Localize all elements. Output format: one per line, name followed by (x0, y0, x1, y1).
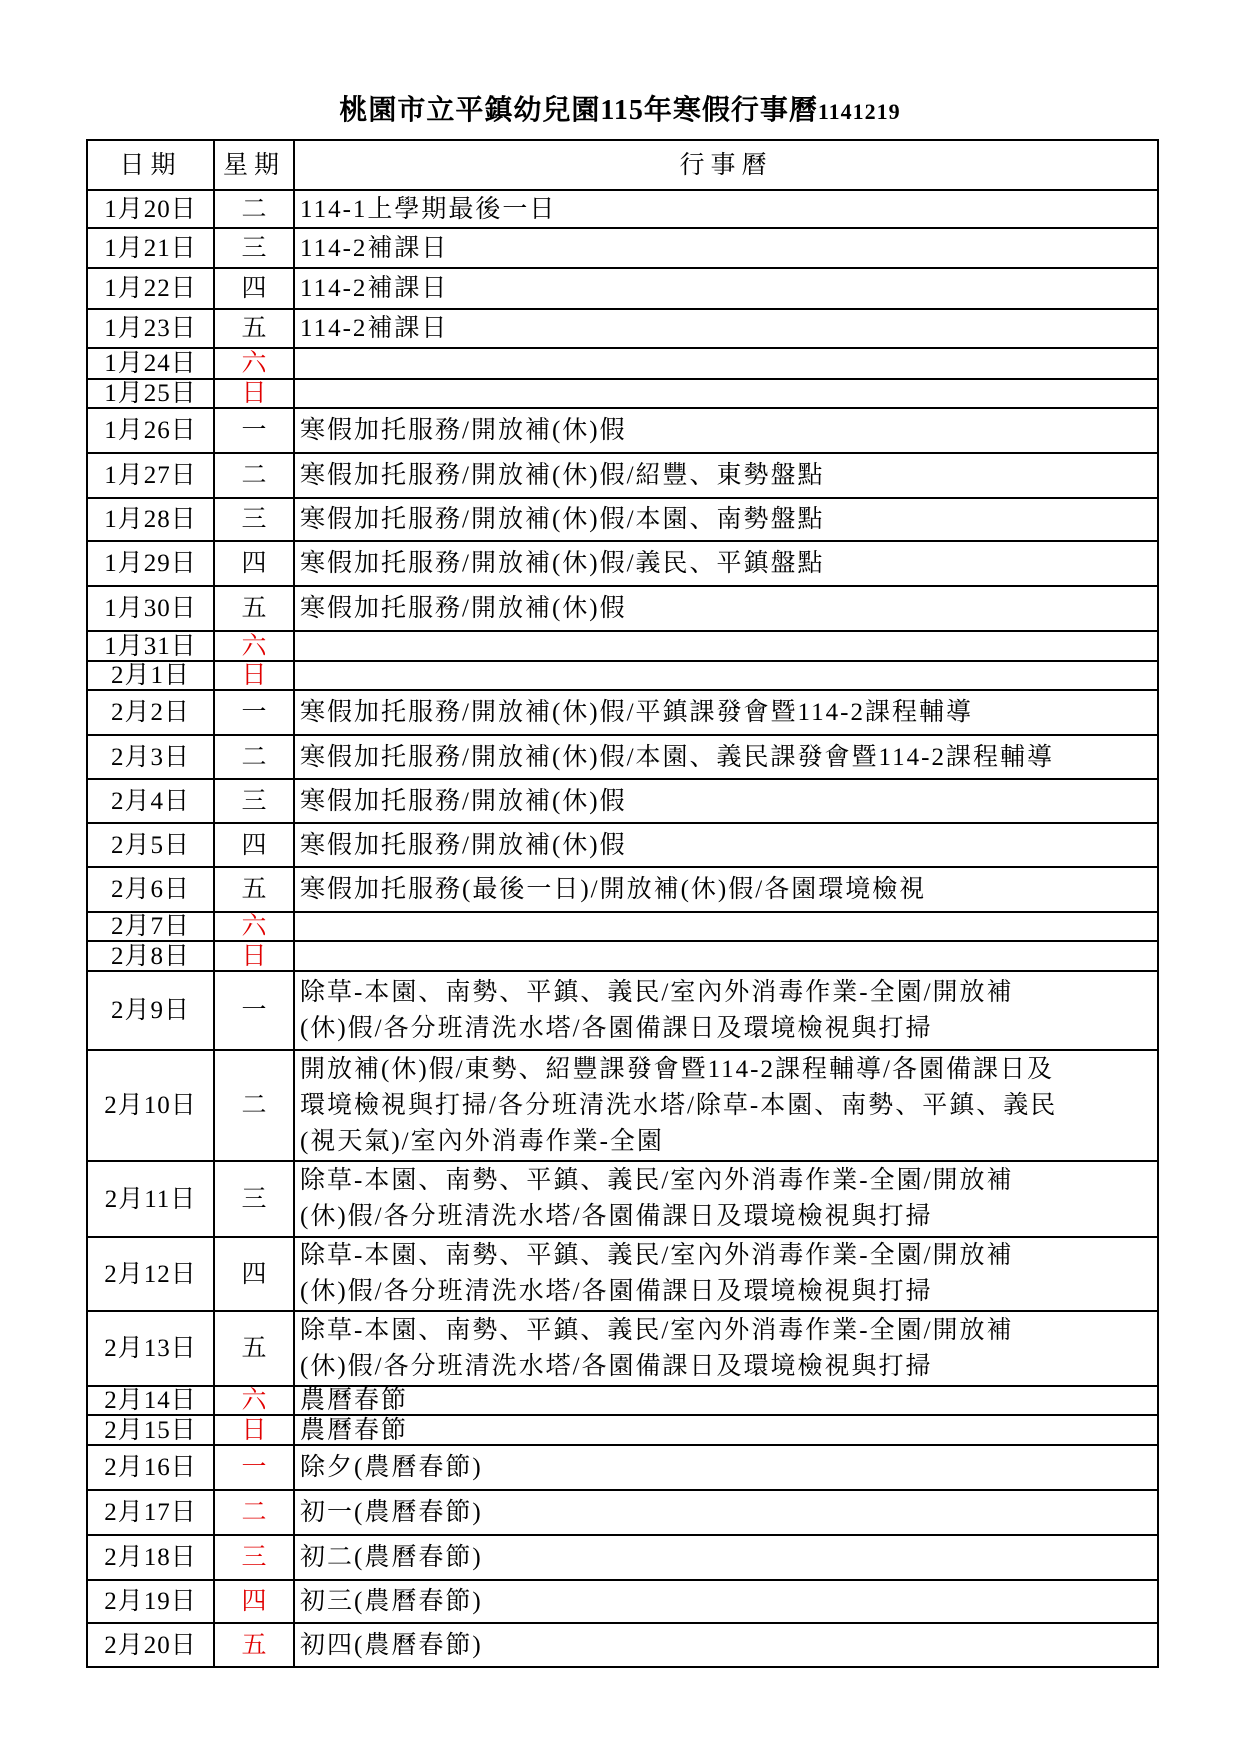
event-line: 寒假加托服務(最後一日)/開放補(休)假/各園環境檢視 (300, 876, 927, 903)
weekday-cell: 日 (214, 661, 294, 690)
weekday-cell: 五 (214, 309, 294, 348)
event-line: 寒假加托服務/開放補(休)假/紹豐、東勢盤點 (300, 462, 825, 489)
table-row (87, 586, 1158, 631)
weekday-cell: 一 (214, 971, 294, 1050)
event-cell (294, 348, 1158, 379)
table-row (87, 867, 1158, 912)
date-cell: 1月27日 (87, 453, 214, 498)
event-cell (294, 228, 1158, 268)
version-code: 1141219 (817, 99, 901, 124)
table-row (87, 348, 1158, 379)
weekday-cell: 四 (214, 1580, 294, 1623)
table-row (87, 1490, 1158, 1535)
header-weekday: 星期 (214, 140, 294, 190)
table-row (87, 1311, 1158, 1386)
table-row (87, 408, 1158, 453)
event-line: 初三(農曆春節) (300, 1588, 483, 1615)
event-line: 寒假加托服務/開放補(休)假/平鎮課發會暨114-2課程輔導 (300, 699, 973, 726)
event-line: 寒假加托服務/開放補(休)假 (300, 787, 627, 815)
event-cell (294, 453, 1158, 498)
event-line: 除草-本園、南勢、平鎮、義民/室內外消毒作業-全園/開放補 (300, 1242, 1014, 1269)
event-line: 寒假加托服務/開放補(休)假/義民、平鎮盤點 (300, 550, 825, 577)
date-cell: 1月24日 (87, 348, 214, 379)
event-line: 農曆春節 (300, 1387, 409, 1414)
event-line: 除草-本園、南勢、平鎮、義民/室內外消毒作業-全園/開放補 (300, 1167, 1014, 1194)
page-title (0, 88, 1240, 128)
event-cell (294, 941, 1158, 971)
calendar-table (86, 139, 1159, 1668)
table-row (87, 309, 1158, 348)
event-line: (休)假/各分班清洗水塔/各園備課日及環境檢視與打掃 (300, 1203, 933, 1230)
date-cell: 2月9日 (87, 971, 214, 1050)
event-line: 開放補(休)假/東勢、紹豐課發會暨114-2課程輔導/各園備課日及 (300, 1055, 1054, 1083)
table-row (87, 1445, 1158, 1490)
date-cell: 2月12日 (87, 1237, 214, 1311)
table-row (87, 1623, 1158, 1667)
event-cell (294, 309, 1158, 348)
weekday-cell: 四 (214, 541, 294, 586)
event-cell (294, 1623, 1158, 1667)
table-row (87, 541, 1158, 586)
event-cell (294, 779, 1158, 823)
event-cell (294, 1445, 1158, 1490)
event-cell (294, 1415, 1158, 1445)
event-cell (294, 1237, 1158, 1311)
header-event: 行事曆 (294, 140, 1158, 190)
weekday-cell: 三 (214, 1535, 294, 1580)
event-cell (294, 912, 1158, 941)
table-row (87, 971, 1158, 1050)
event-cell (294, 690, 1158, 735)
event-cell (294, 379, 1158, 408)
header-row (87, 140, 1158, 190)
date-cell: 2月11日 (87, 1161, 214, 1237)
event-cell (294, 498, 1158, 541)
event-line: 寒假加托服務/開放補(休)假/本園、義民課發會暨114-2課程輔導 (300, 743, 1054, 771)
table-row (87, 735, 1158, 779)
weekday-cell: 一 (214, 690, 294, 735)
date-cell: 2月17日 (87, 1490, 214, 1535)
date-cell: 1月28日 (87, 498, 214, 541)
date-cell: 2月3日 (87, 735, 214, 779)
event-cell (294, 190, 1158, 228)
event-cell (294, 1580, 1158, 1623)
table-row (87, 228, 1158, 268)
date-cell: 2月19日 (87, 1580, 214, 1623)
event-line: 寒假加托服務/開放補(休)假/本園、南勢盤點 (300, 506, 825, 533)
weekday-cell: 六 (214, 631, 294, 661)
date-cell: 1月30日 (87, 586, 214, 631)
event-line: 初四(農曆春節) (300, 1631, 483, 1659)
weekday-cell: 二 (214, 190, 294, 228)
event-cell (294, 661, 1158, 690)
event-cell (294, 586, 1158, 631)
event-line: 除草-本園、南勢、平鎮、義民/室內外消毒作業-全園/開放補 (300, 978, 1014, 1006)
event-line: (視天氣)/室內外消毒作業-全園 (300, 1127, 664, 1155)
date-cell: 2月14日 (87, 1386, 214, 1415)
table-row (87, 779, 1158, 823)
weekday-cell: 四 (214, 268, 294, 309)
table-row (87, 1237, 1158, 1311)
event-line: 寒假加托服務/開放補(休)假 (300, 595, 627, 622)
weekday-cell: 三 (214, 498, 294, 541)
weekday-cell: 一 (214, 408, 294, 453)
date-cell: 2月20日 (87, 1623, 214, 1667)
table-row (87, 1161, 1158, 1237)
weekday-cell: 六 (214, 1386, 294, 1415)
table-row (87, 912, 1158, 941)
event-cell (294, 1535, 1158, 1580)
date-cell: 1月20日 (87, 190, 214, 228)
date-cell: 2月16日 (87, 1445, 214, 1490)
date-cell: 2月7日 (87, 912, 214, 941)
date-cell: 2月10日 (87, 1050, 214, 1161)
event-cell (294, 867, 1158, 912)
weekday-cell: 日 (214, 941, 294, 971)
date-cell: 2月2日 (87, 690, 214, 735)
weekday-cell: 三 (214, 779, 294, 823)
date-cell: 2月1日 (87, 661, 214, 690)
weekday-cell: 日 (214, 1415, 294, 1445)
title-text: 桃園市立平鎮幼兒園115年寒假行事曆 (339, 95, 818, 126)
table-row (87, 268, 1158, 309)
table-row (87, 379, 1158, 408)
event-line: (休)假/各分班清洗水塔/各園備課日及環境檢視與打掃 (300, 1278, 933, 1305)
date-cell: 2月18日 (87, 1535, 214, 1580)
date-cell: 1月21日 (87, 228, 214, 268)
date-cell: 1月26日 (87, 408, 214, 453)
weekday-cell: 一 (214, 1445, 294, 1490)
event-cell (294, 408, 1158, 453)
event-cell (294, 268, 1158, 309)
weekday-cell: 三 (214, 1161, 294, 1237)
weekday-cell: 二 (214, 1490, 294, 1535)
event-line: 寒假加托服務/開放補(休)假 (300, 417, 627, 444)
date-cell: 2月15日 (87, 1415, 214, 1445)
table-row (87, 631, 1158, 661)
event-line: 除草-本園、南勢、平鎮、義民/室內外消毒作業-全園/開放補 (300, 1316, 1014, 1344)
table-row (87, 1415, 1158, 1445)
event-cell (294, 541, 1158, 586)
event-line: 農曆春節 (300, 1416, 409, 1444)
header-date: 日期 (87, 140, 214, 190)
weekday-cell: 四 (214, 823, 294, 867)
event-cell (294, 1161, 1158, 1237)
date-cell: 1月22日 (87, 268, 214, 309)
event-cell (294, 1490, 1158, 1535)
date-cell: 2月4日 (87, 779, 214, 823)
weekday-cell: 五 (214, 586, 294, 631)
weekday-cell: 二 (214, 735, 294, 779)
event-line: 除夕(農曆春節) (300, 1454, 483, 1481)
event-cell (294, 971, 1158, 1050)
weekday-cell: 二 (214, 453, 294, 498)
event-line: 初二(農曆春節) (300, 1544, 483, 1571)
weekday-cell: 三 (214, 228, 294, 268)
weekday-cell: 四 (214, 1237, 294, 1311)
weekday-cell: 五 (214, 867, 294, 912)
table-row (87, 1535, 1158, 1580)
event-cell (294, 1050, 1158, 1161)
weekday-cell: 二 (214, 1050, 294, 1161)
table-row (87, 453, 1158, 498)
date-cell: 1月29日 (87, 541, 214, 586)
event-cell (294, 823, 1158, 867)
event-line: (休)假/各分班清洗水塔/各園備課日及環境檢視與打掃 (300, 1352, 933, 1380)
event-cell (294, 1311, 1158, 1386)
table-row (87, 1050, 1158, 1161)
date-cell: 1月23日 (87, 309, 214, 348)
event-cell (294, 735, 1158, 779)
table-row (87, 690, 1158, 735)
event-line: 114-2補課日 (300, 315, 449, 342)
date-cell: 1月31日 (87, 631, 214, 661)
table-row (87, 498, 1158, 541)
table-row (87, 941, 1158, 971)
event-line: 114-2補課日 (300, 234, 449, 262)
event-line: 寒假加托服務/開放補(休)假 (300, 831, 627, 859)
event-line: 初一(農曆春節) (300, 1499, 483, 1526)
event-cell (294, 631, 1158, 661)
date-cell: 2月8日 (87, 941, 214, 971)
table-row (87, 1580, 1158, 1623)
date-cell: 2月5日 (87, 823, 214, 867)
event-line: (休)假/各分班清洗水塔/各園備課日及環境檢視與打掃 (300, 1014, 933, 1042)
weekday-cell: 五 (214, 1311, 294, 1386)
date-cell: 1月25日 (87, 379, 214, 408)
date-cell: 2月13日 (87, 1311, 214, 1386)
table-row (87, 1386, 1158, 1415)
event-line: 114-1上學期最後一日 (300, 195, 557, 223)
event-line: 環境檢視與打掃/各分班清洗水塔/除草-本園、南勢、平鎮、義民 (300, 1091, 1058, 1119)
event-line: 114-2補課日 (300, 275, 449, 302)
table-row (87, 190, 1158, 228)
table-row (87, 823, 1158, 867)
table-row (87, 661, 1158, 690)
event-cell (294, 1386, 1158, 1415)
weekday-cell: 六 (214, 348, 294, 379)
weekday-cell: 六 (214, 912, 294, 941)
weekday-cell: 日 (214, 379, 294, 408)
weekday-cell: 五 (214, 1623, 294, 1667)
date-cell: 2月6日 (87, 867, 214, 912)
